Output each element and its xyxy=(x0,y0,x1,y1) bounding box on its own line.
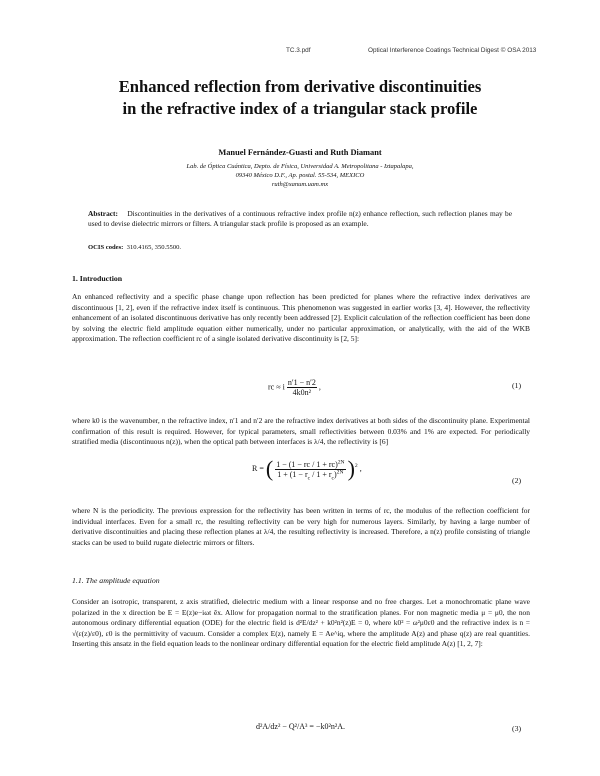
abstract-text: Discontinuities in the derivatives of a continuous refractive index profile n(z) enhance reflection, such reflection planes may be used to devise dielectric mirrors or filters. A triangular stack profile is proposed as an example. xyxy=(88,209,513,229)
title-line-1: Enhanced reflection from derivative discontinuities xyxy=(118,77,482,96)
equation-2-number: (2) xyxy=(512,476,522,485)
paragraph-intro: An enhanced reflectivity and a specific phase change upon reflection has been predicted for planes where the refractive index derivatives are discontinuous [1, 2], even if the refractive index itself is continuous. This phenomenon was suggested in earlier works [3, 4]. However, the reflectivity enhancement of an isolated discontinuous derivative has only recently been addressed [2]. Explicit calculation of the reflection coefficient has been done by solving the electric field amplitude equation either numerically, under no particular approximation, or analytically, with the aid of the WKB approximation. The reflection coefficient rc of a single isolated derivative discontinuity is [2, 5]: xyxy=(72,292,530,343)
paper-title xyxy=(40,76,560,120)
eq1-lhs: rc ≈ i xyxy=(268,382,285,392)
eq1-fraction xyxy=(287,378,317,397)
ocis-codes xyxy=(88,244,512,251)
ocis-label: OCIS codes: xyxy=(88,244,124,251)
eq2-tail: , xyxy=(359,463,362,473)
equation-3-number: (3) xyxy=(512,724,522,733)
affiliation xyxy=(40,162,560,189)
eq2-inner: 1 − rc / 1 + rc xyxy=(291,459,336,469)
equation-3: d²A/dz² − Q²/A³ = −k0²n²A. xyxy=(256,722,346,731)
affiliation-email: ruth@xanum.uam.mx xyxy=(271,181,329,188)
eq2-fraction: $\frac{1 - (1 - rc / 1 + rc)^{2N}}{1 + (1 - r_c / 1 + r_c)^{2N}}$ xyxy=(276,458,345,482)
abstract xyxy=(88,209,512,230)
authors: Manuel Fernández-Guasti and Ruth Diamant xyxy=(218,148,382,157)
eq2-lhs: R = xyxy=(252,463,264,473)
eq2-power-top: 2N xyxy=(337,458,345,465)
eq2-open-paren: ( xyxy=(265,456,274,481)
equation-2: R = ( $\frac{1 - (1 - rc / 1 + rc)^{2N}}{1 + (1 - r_c / 1 + r_c)^{2N}}$ )$^2$ , xyxy=(252,456,362,482)
equation-1-number: (1) xyxy=(512,381,522,390)
section-heading-introduction: 1. Introduction xyxy=(72,274,123,283)
paragraph-amplitude: Consider an isotropic, transparent, z axis stratified, dielectric medium with a linear response and no free charges. Let a monochromatic plane wave polarized in the x direction be E = E(z)e−iωt êx. Allow for propagation normal to the stratification planes. For non magnetic media μ = μ0, the non autonomous ordinary differential equation (ODE) for the electric field is d²E/dz² + k0²n²(z)E = 0, where k0² = ω²μ0ε0 and the refractive index is n = √(ε(z)/ε0), ε0 is the permittivity of vacuum. Consider a complex E(z), namely E = Ae^iq, where the amplitude A(z) and phase q(z) are real quantities. Inserting this ansatz in the field equation leads to the nonlinear ordinary differential equation for the electric field amplitude A(z) [1, 2, 7]: xyxy=(72,597,530,648)
eq1-numerator: n′1 − n′2 xyxy=(287,378,316,387)
header-digest: Optical Interference Coatings Technical Digest © OSA 2013 xyxy=(368,47,537,54)
eq2-close-paren: ) xyxy=(347,456,355,481)
affiliation-line-2: 09340 México D.F., Ap. postal. 55-534, MEXICO xyxy=(235,172,365,179)
paragraph-reflectivity-text: where k0 is the wavenumber, n the refractive index, n′1 and n′2 are the refractive index derivatives at both sides of the discontinuity plane. Experimental confirmation of this result is required. However, for typical parameters, small reflectivities between 0.03% and 1% are expected. For periodically stratified media (discontinuous n(z)), when the optical path between interfaces is λ/4, the reflectivity is [6] xyxy=(72,416,530,446)
eq1-tail: , xyxy=(318,382,321,392)
ocis-values: 310.4165, 350.5500. xyxy=(126,244,182,251)
subsection-heading: 1.1. The amplitude equation xyxy=(72,576,160,585)
title-line-2: in the refractive index of a triangular stack profile xyxy=(122,99,478,118)
paragraph-periodicity: where N is the periodicity. The previous expression for the reflectivity has been written in terms of rc, the modulus of the reflection coefficient for individual interfaces. Even for a small rc, the resulting reflectivity can be very high for numerous layers. Similarly, by having a large number of derivative discontinuities and placing these reflection planes at λ/4, the resulting reflectivity is increased. Therefore, a n(z) profile consisting of triangle stacks can be used to build rugate dielectric mirrors or filters. xyxy=(72,506,530,547)
header-filename: TC.3.pdf xyxy=(286,47,311,54)
equation-1 xyxy=(268,378,321,397)
abstract-label: Abstract: xyxy=(88,209,118,218)
paragraph-reflectivity xyxy=(72,416,530,448)
affiliation-line-1: Lab. de Óptica Cuántica, Depto. de Física, Universidad A. Metropolitana - Iztapalapa, xyxy=(186,163,414,170)
eq1-denominator: 4k0n² xyxy=(292,388,312,397)
